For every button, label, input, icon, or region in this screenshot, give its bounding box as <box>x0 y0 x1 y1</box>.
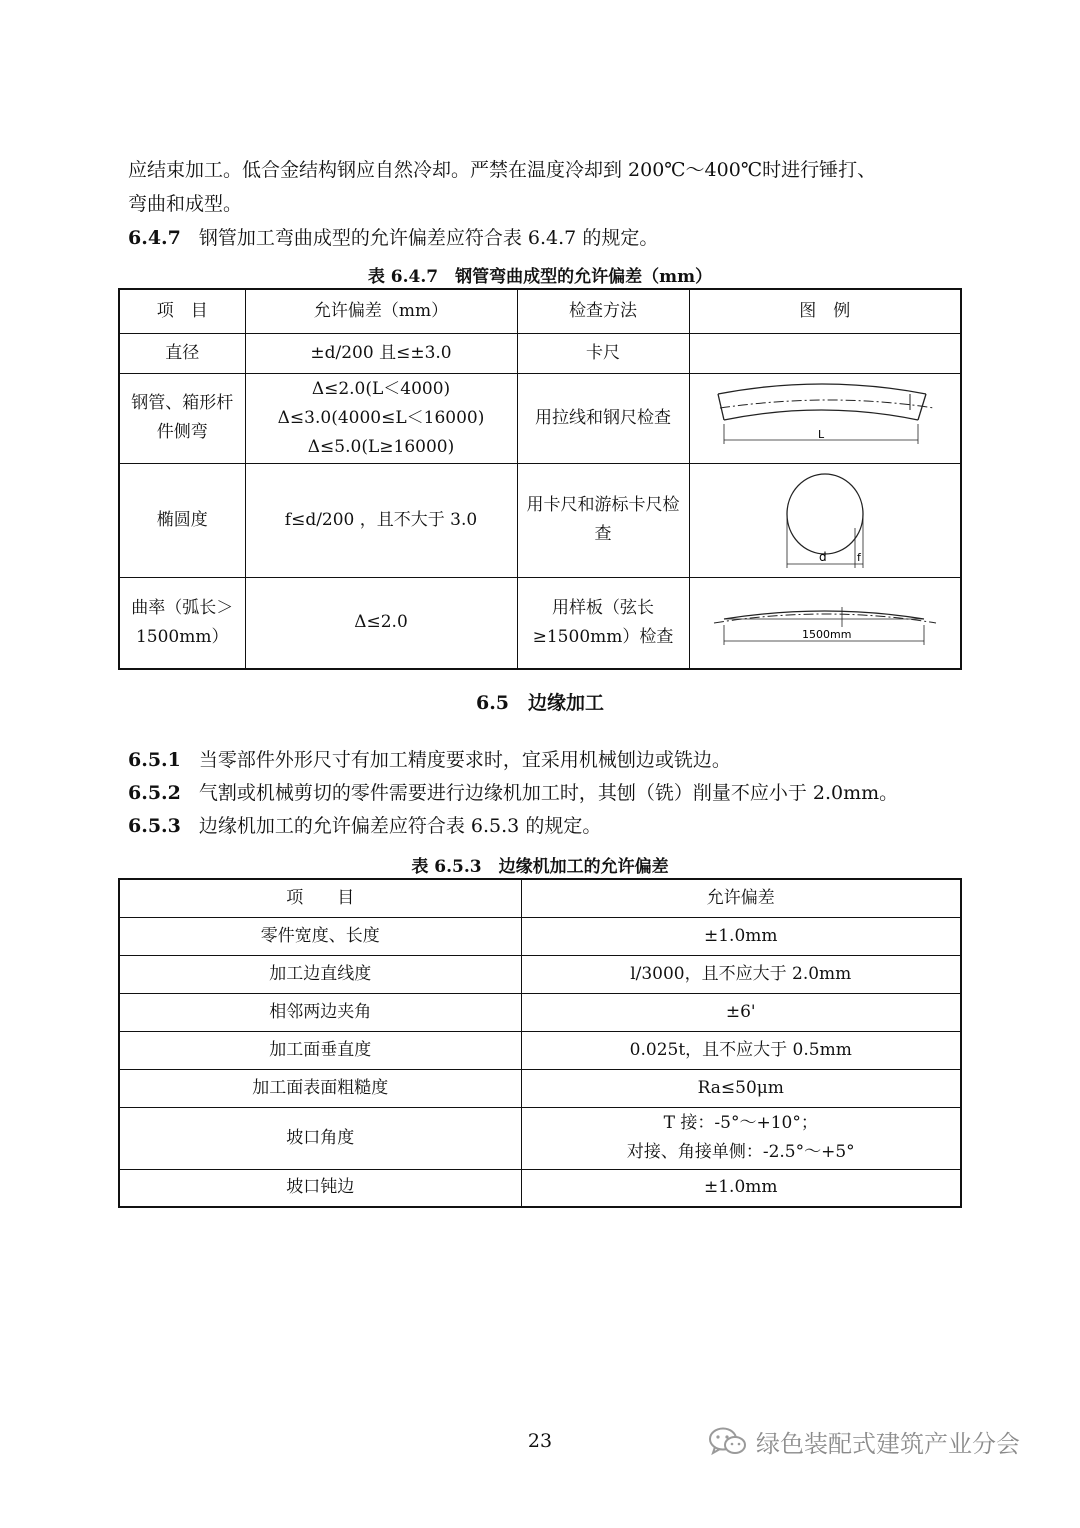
page-number: 23 <box>527 1430 553 1452</box>
value-line: T 接：-5°～+10°； <box>663 1113 818 1133</box>
table-row <box>119 1069 961 1107</box>
table-caption: 表 6.5.3 边缘机加工的允许偏差 <box>411 857 669 877</box>
figure-cell <box>689 463 961 577</box>
table-row <box>119 1107 961 1169</box>
watermark-text: 绿色装配式建筑产业分会 <box>756 1430 1020 1458</box>
watermark <box>708 1424 1020 1459</box>
wechat-icon <box>708 1426 748 1458</box>
clause-text: 当零部件外形尺寸有加工精度要求时，宜采用机械刨边或铣边。 <box>198 749 731 771</box>
table-row <box>119 917 961 955</box>
tolerance-cell: f≤d/200 ，且不大于 3.0 <box>245 463 517 577</box>
item-cell: 加工边直线度 <box>119 955 521 993</box>
item-cell: 相邻两边夹角 <box>119 993 521 1031</box>
figure-cell <box>689 333 961 373</box>
value-line: 对接、角接单侧：-2.5°～+5° <box>626 1142 855 1162</box>
header-cell: 检查方法 <box>517 289 689 333</box>
lateral-bend-diagram <box>710 378 940 458</box>
item-cell <box>119 373 245 463</box>
table-row <box>119 1031 961 1069</box>
diameter-label: d <box>818 550 827 564</box>
item-cell: 加工面表面粗糙度 <box>119 1069 521 1107</box>
item-text: 钢管、箱形杆件侧弯 <box>131 393 234 442</box>
clause-text: 边缘机加工的允许偏差应符合表 6.5.3 的规定。 <box>198 815 602 837</box>
header-cell: 项 目 <box>119 879 521 917</box>
value-cell: ±6' <box>521 993 961 1031</box>
method-text: 用样板（弦长≥1500mm）检查 <box>532 597 674 647</box>
table-row <box>119 993 961 1031</box>
header-cell: 项 目 <box>119 289 245 333</box>
tolerance-line: Δ≤2.0(L＜4000) <box>311 378 451 399</box>
header-cell: 允许偏差 <box>521 879 961 917</box>
ovality-label: f <box>856 551 861 564</box>
tolerance-cell: ±d/200 且≤±3.0 <box>245 333 517 373</box>
item-cell: 坡口钝边 <box>119 1169 521 1207</box>
clause-6-4-7 <box>128 221 658 255</box>
clause-6-5-2 <box>128 776 898 810</box>
item-cell <box>119 577 245 669</box>
clause-6-5-1 <box>128 743 731 777</box>
clause-number: 6.5.1 <box>128 749 181 771</box>
header-cell: 图 例 <box>689 289 961 333</box>
method-cell <box>517 577 689 669</box>
item-text: 曲率（弧长＞1500mm） <box>131 597 234 647</box>
tolerance-table-6-5-3 <box>118 878 962 1208</box>
section-heading: 6.5 边缘加工 <box>475 692 605 714</box>
tolerance-cell: Δ≤2.0 <box>245 577 517 669</box>
value-cell: ±1.0mm <box>521 917 961 955</box>
figure-cell <box>689 373 961 463</box>
header-cell: 允许偏差（mm） <box>245 289 517 333</box>
table-caption: 表 6.4.7 钢管弯曲成型的允许偏差（mm） <box>367 267 713 287</box>
table-header-row <box>119 879 961 917</box>
value-cell <box>521 1107 961 1169</box>
item-cell: 直径 <box>119 333 245 373</box>
item-cell: 零件宽度、长度 <box>119 917 521 955</box>
tolerance-line: Δ≤5.0(L≥16000) <box>307 436 455 457</box>
table-row <box>119 1169 961 1207</box>
tolerance-cell <box>245 373 517 463</box>
table-row <box>119 333 961 373</box>
paragraph-line: 弯曲和成型。 <box>128 193 243 215</box>
curvature-diagram <box>710 593 940 653</box>
table-header-row <box>119 289 961 333</box>
table-row <box>119 463 961 577</box>
item-cell: 坡口角度 <box>119 1107 521 1169</box>
length-label: L <box>817 428 824 441</box>
clause-number: 6.4.7 <box>128 227 181 249</box>
value-cell: 0.025t，且不应大于 0.5mm <box>521 1031 961 1069</box>
table-row <box>119 577 961 669</box>
clause-text: 钢管加工弯曲成型的允许偏差应符合表 6.4.7 的规定。 <box>198 227 659 249</box>
method-cell: 用拉线和钢尺检查 <box>517 373 689 463</box>
tolerance-table-6-4-7 <box>118 288 962 670</box>
clause-text: 气割或机械剪切的零件需要进行边缘机加工时，其刨（铣）削量不应小于 2.0mm。 <box>198 782 899 804</box>
clause-6-5-3 <box>128 809 601 843</box>
method-text: 用卡尺和游标卡尺检查 <box>526 495 680 544</box>
item-cell: 加工面垂直度 <box>119 1031 521 1069</box>
value-cell: Ra≤50μm <box>521 1069 961 1107</box>
item-cell: 椭圆度 <box>119 463 245 577</box>
paragraph-line: 应结束加工。低合金结构钢应自然冷却。严禁在温度冷却到 200℃～400℃时进行锤打、 <box>128 159 877 181</box>
method-cell: 卡尺 <box>517 333 689 373</box>
clause-number: 6.5.3 <box>128 815 181 837</box>
tolerance-line: Δ≤3.0(4000≤L＜16000) <box>277 407 485 428</box>
table-row <box>119 955 961 993</box>
clause-number: 6.5.2 <box>128 782 181 804</box>
value-cell: l/3000，且不应大于 2.0mm <box>521 955 961 993</box>
method-cell <box>517 463 689 577</box>
chord-label: 1500mm <box>801 627 852 641</box>
table-row <box>119 373 961 463</box>
value-cell: ±1.0mm <box>521 1169 961 1207</box>
ovality-diagram <box>765 468 885 572</box>
figure-cell <box>689 577 961 669</box>
